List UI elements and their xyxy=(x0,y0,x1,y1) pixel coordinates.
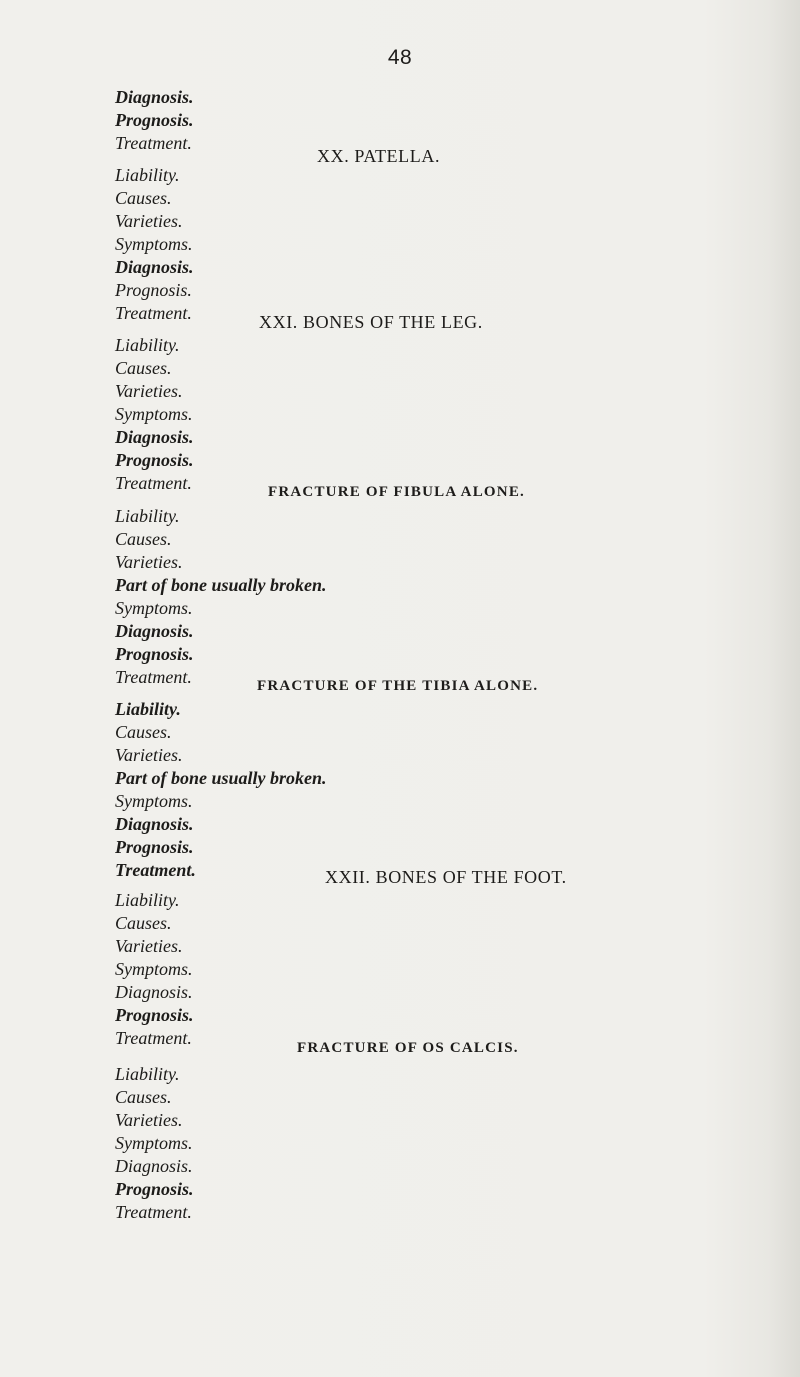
section-label: Prognosis. xyxy=(115,1005,194,1025)
section-label: Varieties. xyxy=(115,211,183,231)
section-label: Symptoms. xyxy=(115,404,193,424)
section-label: Prognosis. xyxy=(115,280,192,300)
section-label: Varieties. xyxy=(115,1110,183,1130)
chapter-heading: XXI. BONES OF THE LEG. xyxy=(259,312,483,332)
section-label: Symptoms. xyxy=(115,791,193,811)
section-label: Diagnosis. xyxy=(115,982,193,1002)
section-label: Symptoms. xyxy=(115,959,193,979)
section-label: Causes. xyxy=(115,913,172,933)
section-label: Prognosis. xyxy=(115,450,194,470)
section-label: Treatment. xyxy=(115,667,192,687)
section-label: Causes. xyxy=(115,358,172,378)
section-label: Prognosis. xyxy=(115,110,194,130)
section-label: Treatment. xyxy=(115,133,192,153)
section-label: Treatment. xyxy=(115,303,192,323)
section-label: Causes. xyxy=(115,529,172,549)
section-label: Varieties. xyxy=(115,936,183,956)
section-label: Prognosis. xyxy=(115,1179,194,1199)
fracture-heading: FRACTURE OF FIBULA ALONE. xyxy=(268,484,525,500)
section-label: Diagnosis. xyxy=(115,87,194,107)
section-label: Prognosis. xyxy=(115,644,194,664)
section-label: Liability. xyxy=(115,506,180,526)
fracture-heading: FRACTURE OF OS CALCIS. xyxy=(297,1040,519,1056)
chapter-heading: XX. PATELLA. xyxy=(317,146,441,166)
fracture-heading: FRACTURE OF THE TIBIA ALONE. xyxy=(257,678,539,694)
chapter-heading: XXII. BONES OF THE FOOT. xyxy=(325,867,567,887)
section-label: Treatment. xyxy=(115,1028,192,1048)
section-label: Symptoms. xyxy=(115,598,193,618)
section-label: Symptoms. xyxy=(115,1133,193,1153)
section-label: Causes. xyxy=(115,188,172,208)
page-number: 48 xyxy=(387,46,413,69)
section-label: Causes. xyxy=(115,1087,172,1107)
section-label: Liability. xyxy=(115,699,181,719)
section-label: Varieties. xyxy=(115,745,183,765)
section-label: Part of bone usually broken. xyxy=(115,575,327,595)
section-label: Diagnosis. xyxy=(115,1156,193,1176)
section-label: Treatment. xyxy=(115,860,196,880)
section-label: Liability. xyxy=(115,165,180,185)
section-label: Diagnosis. xyxy=(115,427,194,447)
section-label: Treatment. xyxy=(115,473,192,493)
section-label: Diagnosis. xyxy=(115,621,194,641)
section-label: Varieties. xyxy=(115,552,183,572)
section-label: Symptoms. xyxy=(115,234,193,254)
section-label: Liability. xyxy=(115,890,180,910)
section-label: Varieties. xyxy=(115,381,183,401)
section-label: Causes. xyxy=(115,722,172,742)
section-label: Treatment. xyxy=(115,1202,192,1222)
section-label: Diagnosis. xyxy=(115,814,194,834)
section-label: Prognosis. xyxy=(115,837,194,857)
section-label: Diagnosis. xyxy=(115,257,194,277)
section-label: Part of bone usually broken. xyxy=(115,768,327,788)
section-label: Liability. xyxy=(115,1064,180,1084)
section-label: Liability. xyxy=(115,335,180,355)
